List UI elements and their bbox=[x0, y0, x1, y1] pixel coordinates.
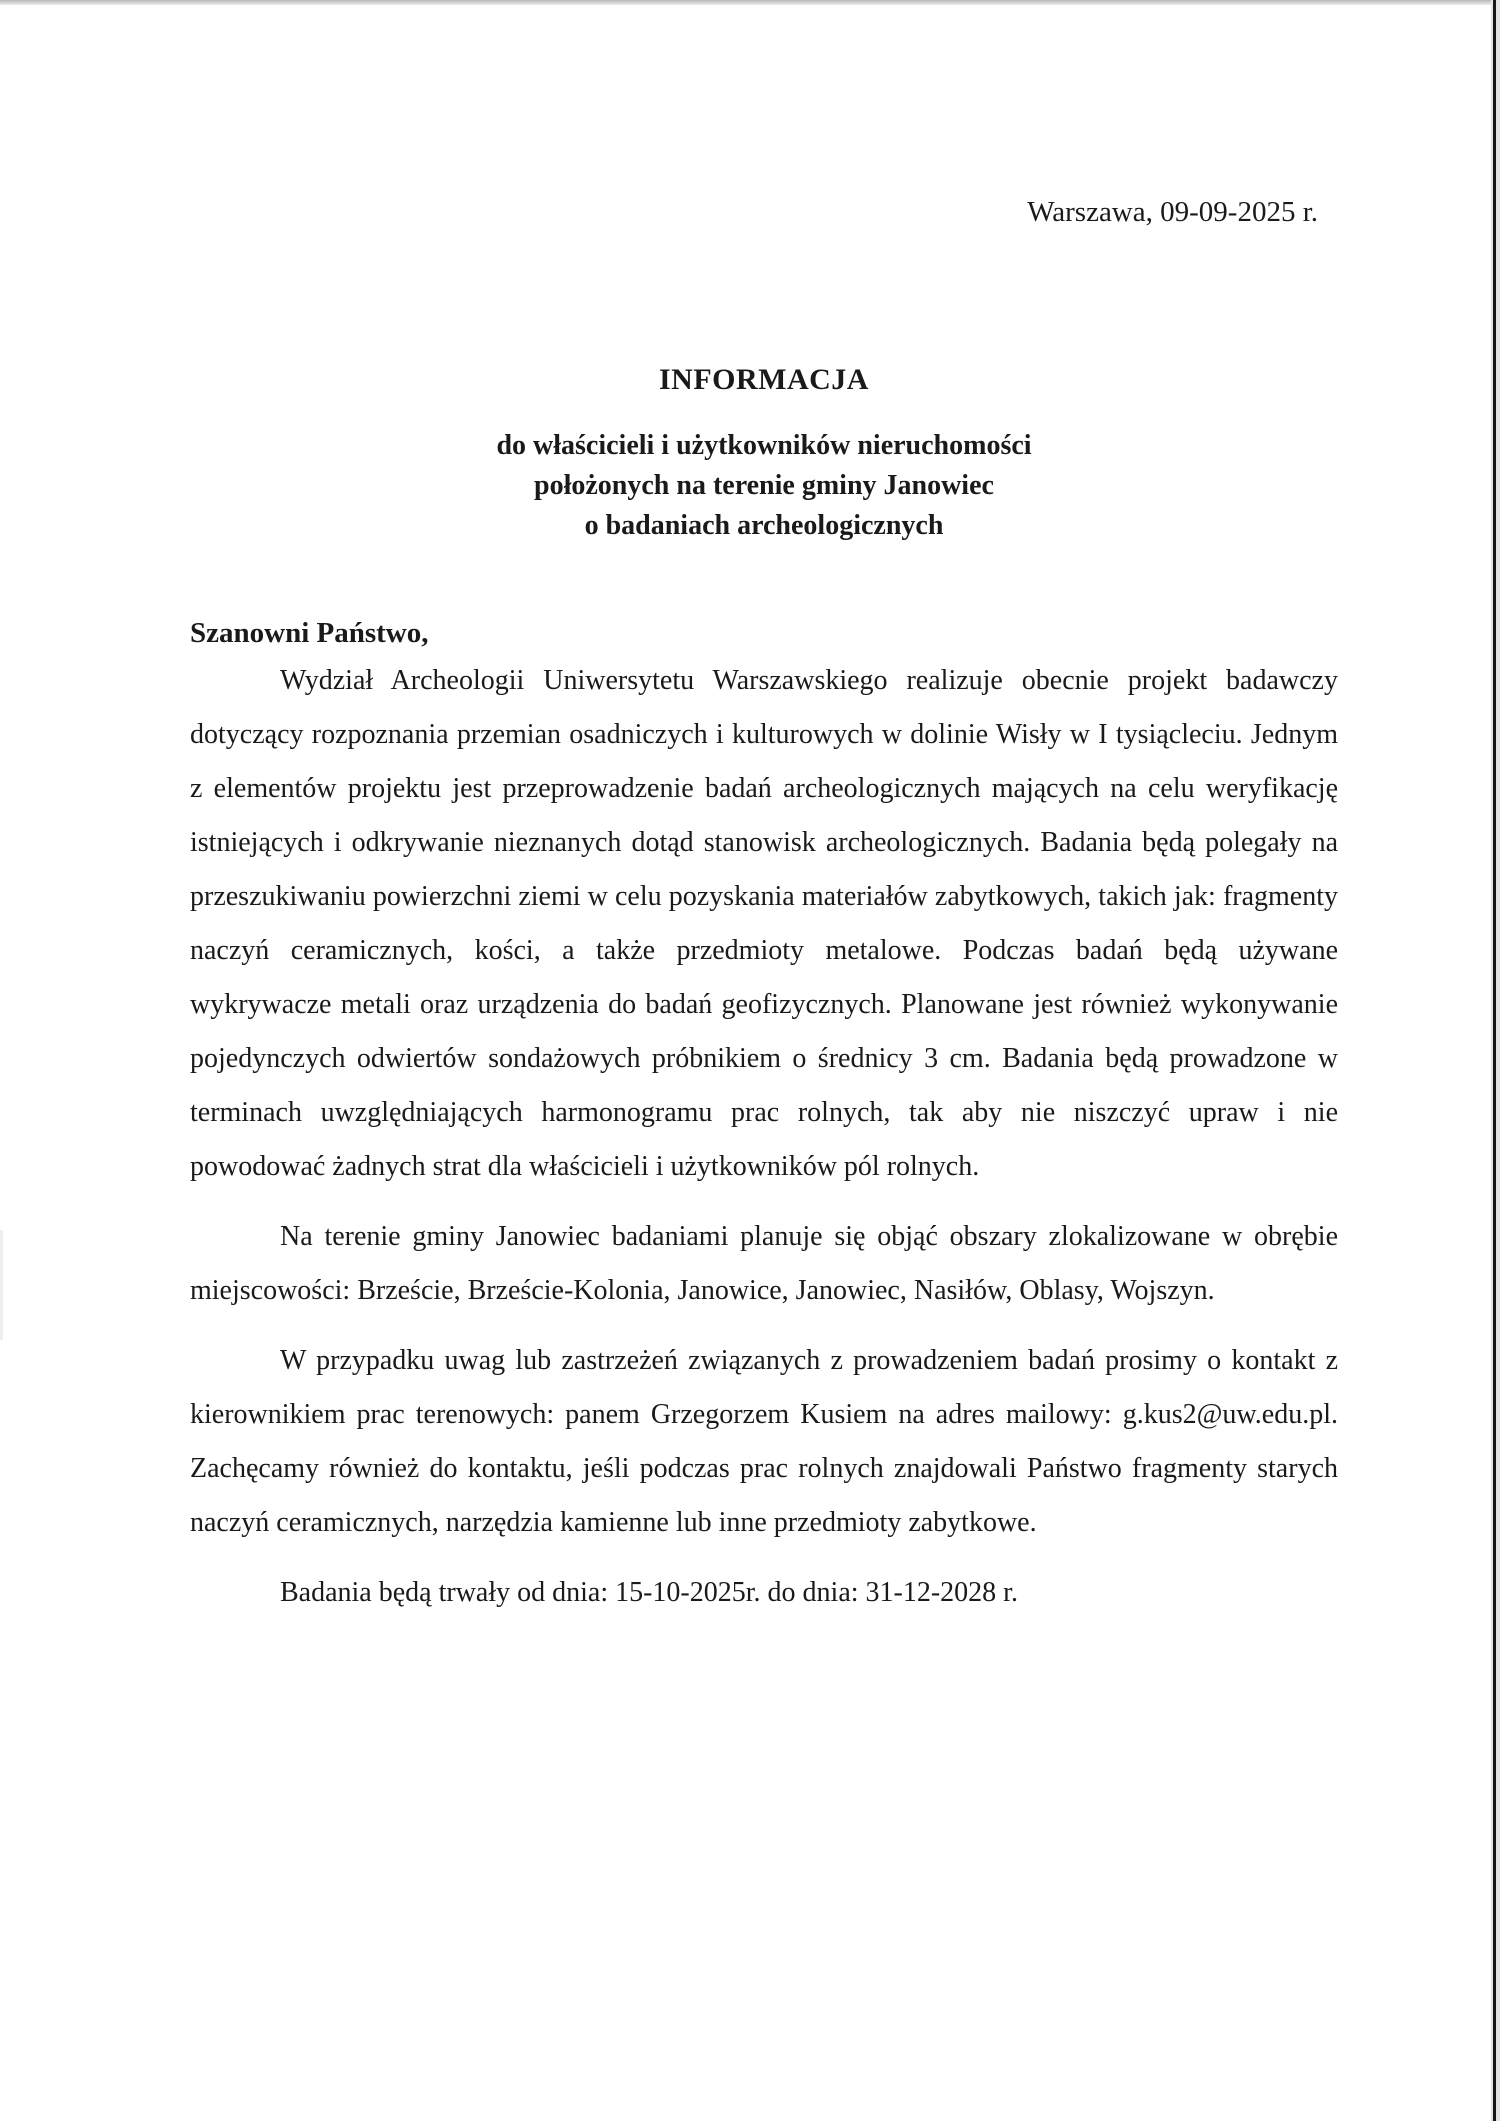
paragraph-project-description: Wydział Archeologii Uniwersytetu Warszawskiego realizuje obecnie projekt badawczy dotyczący rozpoznania przemian osadniczych i kulturowych w dolinie Wisły w I tysiącleciu. Jednym z elementów projektu jest przeprowadzenie badań archeologicznych mających na celu weryfikację istniejących i odkrywanie nieznanych dotąd stanowisk archeologicznych. Badania będą polegały na przeszukiwaniu powierzchni ziemi w celu pozyskania materiałów zabytkowych, takich jak: fragmenty naczyń ceramicznych, kości, a także przedmioty metalowe. Podczas badań będą używane wykrywacze metali oraz urządzenia do badań geofizycznych. Planowane jest również wykonywanie pojedynczych odwiertów sondażowych próbnikiem o średnicy 3 cm. Badania będą prowadzone w terminach uwzględniających harmonogramu prac rolnych, tak aby nie niszczyć upraw i nie powodować żadnych strat dla właścicieli i użytkowników pól rolnych. bbox=[190, 665, 1338, 1182]
letter-body bbox=[190, 612, 1338, 1620]
document-page bbox=[190, 0, 1338, 2121]
salutation: Szanowni Państwo, bbox=[190, 617, 429, 649]
place-and-date: Warszawa, 09-09-2025 r. bbox=[1027, 196, 1318, 228]
subtitle-line-1: do właścicieli i użytkowników nieruchomości bbox=[496, 430, 1032, 461]
subtitle-line-3: o badaniach archeologicznych bbox=[584, 510, 944, 541]
scan-right-edge-line bbox=[1493, 0, 1496, 2121]
scan-left-shadow bbox=[0, 1230, 3, 1340]
paragraph-research-area: Na terenie gminy Janowiec badaniami planuje się objąć obszary zlokalizowane w obrębie miejscowości: Brzeście, Brzeście-Kolonia, Janowice, Janowiec, Nasiłów, Oblasy, Wojszyn. bbox=[190, 1221, 1338, 1306]
paragraph-contact: W przypadku uwag lub zastrzeżeń związanych z prowadzeniem badań prosimy o kontakt z kierownikiem prac terenowych: panem Grzegorzem Kusiem na adres mailowy: g.kus2@uw.edu.pl. Zachęcamy również do kontaktu, jeśli podczas prac rolnych znajdowali Państwo fragmenty starych naczyń ceramicznych, narzędzia kamienne lub inne przedmioty zabytkowe. bbox=[190, 1345, 1338, 1538]
document-heading bbox=[190, 362, 1338, 546]
paragraph-research-dates: Badania będą trwały od dnia: 15-10-2025r. do dnia: 31-12-2028 r. bbox=[280, 1577, 1018, 1608]
subtitle-line-2: położonych na terenie gminy Janowiec bbox=[534, 470, 994, 501]
document-title: INFORMACJA bbox=[659, 363, 869, 396]
